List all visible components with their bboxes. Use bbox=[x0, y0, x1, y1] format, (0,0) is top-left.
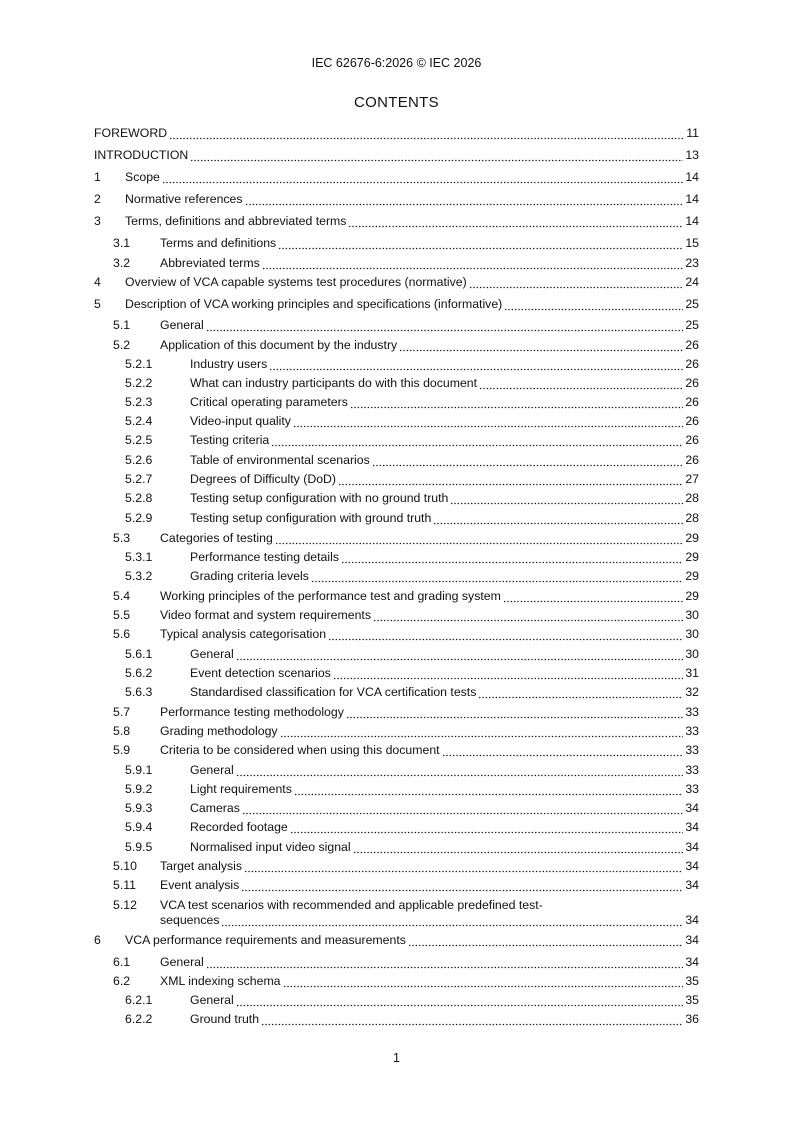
toc-entry-number: 5.2.8 bbox=[125, 491, 153, 505]
toc-entry[interactable] bbox=[94, 395, 699, 410]
toc-entry[interactable] bbox=[94, 569, 699, 584]
toc-entry-continuation[interactable] bbox=[160, 913, 699, 928]
toc-entry-title: General bbox=[160, 955, 204, 969]
toc-entry-page: 28 bbox=[685, 511, 699, 525]
toc-entry[interactable] bbox=[94, 608, 699, 623]
toc-entry-title: VCA performance requirements and measurements bbox=[125, 933, 406, 947]
toc-entry-line[interactable] bbox=[113, 898, 543, 913]
toc-entry-title: Grading methodology bbox=[160, 724, 278, 738]
dot-leader bbox=[241, 878, 683, 893]
toc-entry-number: 6.1 bbox=[113, 955, 131, 969]
toc-entry-number: 3.2 bbox=[113, 256, 131, 270]
dot-leader bbox=[290, 820, 684, 835]
toc-entry[interactable] bbox=[94, 782, 699, 797]
toc-entry[interactable] bbox=[94, 666, 699, 681]
toc-entry[interactable] bbox=[94, 357, 699, 372]
toc-entry-page: 29 bbox=[685, 569, 699, 583]
dot-leader bbox=[221, 913, 683, 928]
toc-entry-title: Grading criteria levels bbox=[190, 569, 309, 583]
dot-leader bbox=[442, 743, 684, 758]
toc-entry-number: 5.9 bbox=[113, 743, 131, 757]
toc-entry-page: 26 bbox=[685, 433, 699, 447]
toc-entry-page: 26 bbox=[685, 395, 699, 409]
toc-entry[interactable] bbox=[94, 840, 699, 855]
toc-entry-number: 5.8 bbox=[113, 724, 131, 738]
toc-entry-number: 5.9.5 bbox=[125, 840, 153, 854]
toc-entry-page: 29 bbox=[685, 589, 699, 603]
toc-entry[interactable] bbox=[94, 511, 699, 526]
toc-entry-page: 26 bbox=[685, 453, 699, 467]
dot-leader bbox=[338, 472, 683, 487]
dot-leader bbox=[242, 801, 683, 816]
toc-entry-page: 34 bbox=[685, 820, 699, 834]
dot-leader bbox=[450, 491, 683, 506]
dot-leader bbox=[206, 318, 684, 333]
toc-entry[interactable] bbox=[94, 297, 699, 312]
toc-entry-number: 5.3.1 bbox=[125, 550, 153, 564]
toc-entry-number: 4 bbox=[94, 275, 101, 289]
toc-entry[interactable] bbox=[94, 859, 699, 874]
toc-entry-page: 30 bbox=[685, 647, 699, 661]
toc-entry-title: Normalised input video signal bbox=[190, 840, 351, 854]
toc-entry-page: 34 bbox=[685, 878, 699, 892]
dot-leader bbox=[311, 569, 683, 584]
toc-entry-page: 32 bbox=[685, 685, 699, 699]
dot-leader bbox=[372, 453, 684, 468]
toc-entry-title: Scope bbox=[125, 170, 160, 184]
toc-entry-number: 5.9.2 bbox=[125, 782, 153, 796]
toc-entry-title: Event detection scenarios bbox=[190, 666, 331, 680]
dot-leader bbox=[190, 148, 683, 163]
toc-entry-title: Categories of testing bbox=[160, 531, 273, 545]
dot-leader bbox=[169, 126, 684, 141]
toc-entry-number: 5.2.9 bbox=[125, 511, 153, 525]
toc-entry-title: Testing setup configuration with ground truth bbox=[190, 511, 432, 525]
toc-entry-title: VCA test scenarios with recommended and applicable predefined test- bbox=[160, 898, 543, 912]
toc-entry-page: 34 bbox=[685, 859, 699, 873]
toc-entry-number: 5.4 bbox=[113, 589, 131, 603]
dot-leader bbox=[271, 433, 683, 448]
toc-entry-title: Normative references bbox=[125, 192, 243, 206]
toc-entry[interactable] bbox=[94, 589, 699, 604]
toc-entry[interactable] bbox=[94, 126, 699, 141]
dot-leader bbox=[236, 993, 684, 1008]
toc-entry-page: 24 bbox=[685, 275, 699, 289]
toc-entry-page: 33 bbox=[685, 763, 699, 777]
toc-entry-number: 3 bbox=[94, 214, 101, 228]
toc-entry-number: 6 bbox=[94, 933, 101, 947]
toc-entry[interactable] bbox=[94, 878, 699, 893]
toc-entry-title: Video format and system requirements bbox=[160, 608, 371, 622]
dot-leader bbox=[293, 414, 683, 429]
toc-entry-title: Target analysis bbox=[160, 859, 243, 873]
toc-entry-number: 1 bbox=[94, 170, 101, 184]
toc-entry-page: 26 bbox=[685, 338, 699, 352]
toc-entry-title-continued: sequences bbox=[160, 913, 220, 927]
toc-entry-page: 11 bbox=[686, 126, 699, 140]
toc-entry-title: Working principles of the performance test and grading system bbox=[160, 589, 501, 603]
dot-leader bbox=[236, 647, 684, 662]
toc-entry-title: Degrees of Difficulty (DoD) bbox=[190, 472, 337, 486]
toc-entry-number: 6.2 bbox=[113, 974, 131, 988]
toc-entry-page: 33 bbox=[685, 782, 699, 796]
toc-entry-page: 35 bbox=[685, 974, 699, 988]
toc-entry[interactable] bbox=[94, 647, 699, 662]
dot-leader bbox=[433, 511, 683, 526]
toc-entry[interactable] bbox=[94, 148, 699, 163]
toc-entry-title: Event analysis bbox=[160, 878, 240, 892]
toc-entry[interactable] bbox=[94, 1012, 699, 1027]
toc-entry-page: 29 bbox=[685, 550, 699, 564]
dot-leader bbox=[278, 236, 683, 251]
toc-entry[interactable] bbox=[94, 531, 699, 546]
toc-entry-number: 5.2.1 bbox=[125, 357, 153, 371]
toc-entry-title: Criteria to be considered when using this document bbox=[160, 743, 440, 757]
toc-entry-title: Critical operating parameters bbox=[190, 395, 348, 409]
toc-entry[interactable] bbox=[94, 170, 699, 185]
toc-entry[interactable] bbox=[94, 453, 699, 468]
toc-entry-number: 5 bbox=[94, 297, 101, 311]
toc-entry-title: Application of this document by the industry bbox=[160, 338, 398, 352]
toc-entry-number: 5.2.2 bbox=[125, 376, 153, 390]
dot-leader bbox=[261, 1012, 683, 1027]
toc-entry-page: 14 bbox=[685, 214, 699, 228]
toc-entry[interactable] bbox=[94, 801, 699, 816]
toc-entry-title: General bbox=[190, 763, 234, 777]
dot-leader bbox=[479, 376, 683, 391]
toc-entry-title: Terms and definitions bbox=[160, 236, 277, 250]
dot-leader bbox=[408, 933, 683, 948]
toc-entry[interactable] bbox=[94, 763, 699, 778]
dot-leader bbox=[348, 214, 683, 229]
toc-entry-number: 5.9.1 bbox=[125, 763, 153, 777]
toc-entry[interactable] bbox=[94, 627, 699, 642]
toc-entry-number: 5.12 bbox=[113, 898, 137, 912]
toc-entry-title: Testing setup configuration with no ground truth bbox=[190, 491, 449, 505]
toc-entry-page: 34 bbox=[685, 801, 699, 815]
toc-entry-title: General bbox=[190, 993, 234, 1007]
toc-entry-title: Testing criteria bbox=[190, 433, 270, 447]
toc-entry-title: Cameras bbox=[190, 801, 240, 815]
dot-leader bbox=[373, 608, 683, 623]
dot-leader bbox=[245, 192, 684, 207]
dot-leader bbox=[333, 666, 683, 681]
toc-entry-page: 26 bbox=[685, 414, 699, 428]
toc-entry-title: Typical analysis categorisation bbox=[160, 627, 327, 641]
toc-entry-number: 6.2.2 bbox=[125, 1012, 153, 1026]
toc-entry[interactable] bbox=[94, 433, 699, 448]
toc-entry[interactable] bbox=[94, 993, 699, 1008]
toc-entry[interactable] bbox=[94, 491, 699, 506]
toc-entry[interactable] bbox=[94, 318, 699, 333]
toc-entry[interactable] bbox=[94, 743, 699, 758]
toc-entry-page: 29 bbox=[685, 531, 699, 545]
toc-entry-title: XML indexing schema bbox=[160, 974, 281, 988]
toc-entry[interactable] bbox=[94, 955, 699, 970]
toc-entry-page: 26 bbox=[685, 376, 699, 390]
toc-entry[interactable] bbox=[94, 724, 699, 739]
contents-heading: CONTENTS bbox=[354, 94, 439, 111]
toc-entry-number: 5.2.6 bbox=[125, 453, 153, 467]
toc-entry-page: 23 bbox=[685, 256, 699, 270]
toc-entry-page: 36 bbox=[685, 1012, 699, 1026]
toc-entry-page: 28 bbox=[685, 491, 699, 505]
dot-leader bbox=[346, 705, 683, 720]
toc-entry-number: 5.9.4 bbox=[125, 820, 153, 834]
toc-entry-number: 5.6.1 bbox=[125, 647, 153, 661]
toc-entry-title: Overview of VCA capable systems test procedures (normative) bbox=[125, 275, 467, 289]
toc-entry-number: 5.6.3 bbox=[125, 685, 153, 699]
dot-leader bbox=[269, 357, 683, 372]
toc-entry-title: What can industry participants do with this document bbox=[190, 376, 478, 390]
toc-entry-page: 15 bbox=[685, 236, 699, 250]
toc-entry-title: Terms, definitions and abbreviated terms bbox=[125, 214, 347, 228]
toc-entry-title: General bbox=[190, 647, 234, 661]
dot-leader bbox=[206, 955, 684, 970]
dot-leader bbox=[504, 297, 683, 312]
toc-entry-title: INTRODUCTION bbox=[94, 148, 189, 162]
toc-entry-number: 3.1 bbox=[113, 236, 131, 250]
dot-leader bbox=[244, 859, 683, 874]
running-header: IEC 62676-6:2026 © IEC 2026 bbox=[311, 56, 482, 70]
toc-entry-number: 5.7 bbox=[113, 705, 131, 719]
toc-entry-page: 33 bbox=[685, 743, 699, 757]
toc-entry-title: Industry users bbox=[190, 357, 268, 371]
toc-entry[interactable] bbox=[94, 472, 699, 487]
toc-entry-number: 5.10 bbox=[113, 859, 137, 873]
toc-entry-number: 5.2.5 bbox=[125, 433, 153, 447]
toc-entry[interactable] bbox=[94, 933, 699, 948]
toc-entry-title: Table of environmental scenarios bbox=[190, 453, 370, 467]
dot-leader bbox=[350, 395, 683, 410]
toc-entry-title: Description of VCA working principles and specifications (informative) bbox=[125, 297, 503, 311]
toc-entry-number: 5.3.2 bbox=[125, 569, 153, 583]
toc-entry-number: 5.6.2 bbox=[125, 666, 153, 680]
toc-entry-number: 2 bbox=[94, 192, 101, 206]
toc-entry[interactable] bbox=[94, 974, 699, 989]
toc-entry[interactable] bbox=[94, 275, 699, 290]
toc-entry-title: FOREWORD bbox=[94, 126, 168, 140]
dot-leader bbox=[236, 763, 684, 778]
toc-entry[interactable] bbox=[94, 256, 699, 271]
toc-entry-page: 34 bbox=[685, 955, 699, 969]
toc-entry-number: 5.3 bbox=[113, 531, 131, 545]
toc-entry-page: 25 bbox=[685, 318, 699, 332]
toc-entry-title: Abbreviated terms bbox=[160, 256, 260, 270]
toc-entry-number: 5.1 bbox=[113, 318, 131, 332]
toc-entry-title: Light requirements bbox=[190, 782, 292, 796]
toc-entry[interactable] bbox=[94, 338, 699, 353]
toc-entry-page: 26 bbox=[685, 357, 699, 371]
toc-entry[interactable] bbox=[94, 705, 699, 720]
dot-leader bbox=[283, 974, 684, 989]
toc-entry-number: 5.2.7 bbox=[125, 472, 153, 486]
toc-entry-title: General bbox=[160, 318, 204, 332]
toc-entry[interactable] bbox=[94, 685, 699, 700]
dot-leader bbox=[341, 550, 683, 565]
toc-entry-page: 25 bbox=[685, 297, 699, 311]
toc-entry-number: 5.11 bbox=[113, 878, 137, 892]
toc-entry-page: 33 bbox=[685, 705, 699, 719]
toc-entry-page: 34 bbox=[685, 933, 699, 947]
toc-entry-page: 31 bbox=[685, 666, 699, 680]
dot-leader bbox=[280, 724, 684, 739]
toc-entry-title: Video-input quality bbox=[190, 414, 291, 428]
dot-leader bbox=[162, 170, 683, 185]
toc-entry[interactable] bbox=[94, 376, 699, 391]
toc-entry[interactable] bbox=[94, 214, 699, 229]
toc-entry-number: 5.9.3 bbox=[125, 801, 153, 815]
toc-entry-page: 30 bbox=[685, 627, 699, 641]
toc-entry-page: 14 bbox=[685, 192, 699, 206]
toc-entry-page: 13 bbox=[685, 148, 699, 162]
toc-entry[interactable] bbox=[94, 236, 699, 251]
toc-entry-page: 14 bbox=[685, 170, 699, 184]
dot-leader bbox=[294, 782, 683, 797]
dot-leader bbox=[469, 275, 684, 290]
toc-entry[interactable] bbox=[94, 820, 699, 835]
page-number: 1 bbox=[393, 1051, 400, 1065]
toc-entry-number: 5.5 bbox=[113, 608, 131, 622]
toc-entry-page: 30 bbox=[685, 608, 699, 622]
toc-entry-title: Performance testing methodology bbox=[160, 705, 344, 719]
dot-leader bbox=[262, 256, 684, 271]
toc-entry-page: 27 bbox=[685, 472, 699, 486]
toc-entry-page: 34 bbox=[685, 840, 699, 854]
toc-entry-number: 5.2.4 bbox=[125, 414, 153, 428]
toc-entry[interactable] bbox=[94, 414, 699, 429]
dot-leader bbox=[478, 685, 683, 700]
toc-entry-page: 34 bbox=[685, 913, 699, 927]
toc-entry-title: Standardised classification for VCA certification tests bbox=[190, 685, 477, 699]
toc-entry-number: 6.2.1 bbox=[125, 993, 153, 1007]
toc-entry[interactable] bbox=[94, 550, 699, 565]
toc-entry-page: 35 bbox=[685, 993, 699, 1007]
dot-leader bbox=[399, 338, 683, 353]
toc-entry-title: Performance testing details bbox=[190, 550, 340, 564]
dot-leader bbox=[328, 627, 683, 642]
toc-entry[interactable] bbox=[94, 192, 699, 207]
toc-entry-number: 5.2 bbox=[113, 338, 131, 352]
dot-leader bbox=[353, 840, 684, 855]
toc-entry-title: Recorded footage bbox=[190, 820, 288, 834]
toc-entry-page: 33 bbox=[685, 724, 699, 738]
toc-entry-number: 5.2.3 bbox=[125, 395, 153, 409]
toc-entry-number: 5.6 bbox=[113, 627, 131, 641]
dot-leader bbox=[275, 531, 684, 546]
toc-entry-title: Ground truth bbox=[190, 1012, 260, 1026]
dot-leader bbox=[503, 589, 683, 604]
